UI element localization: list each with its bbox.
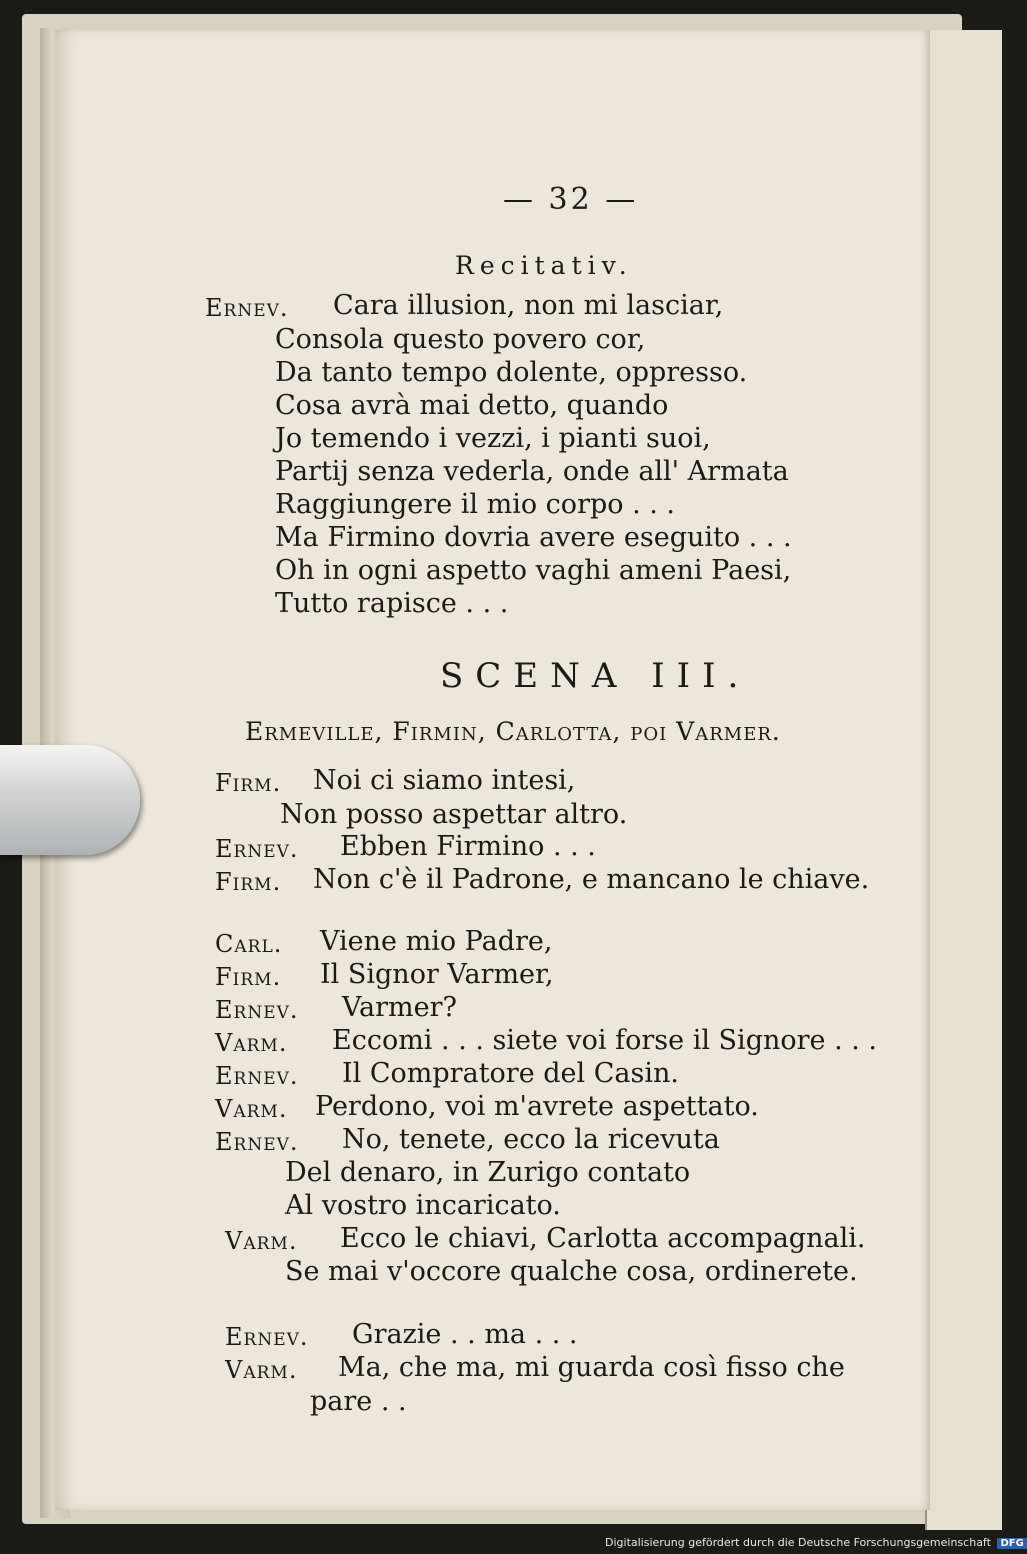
scene-title: SCENA III.	[440, 656, 751, 696]
facing-page	[925, 30, 1002, 1530]
verse-line: Oh in ogni aspetto vaghi ameni Paesi,	[275, 555, 792, 586]
verse-line: Cara illusion, non mi lasciar,	[333, 290, 724, 321]
scene-characters: Ermeville, Firmin, Carlotta, poi Varmer.	[245, 717, 781, 746]
speaker-label: Varm.	[225, 1356, 298, 1384]
speaker-label: Varm.	[215, 1029, 288, 1057]
verse-line: Partij senza vederla, onde all' Armata	[275, 456, 789, 487]
dialogue-line: Ecco le chiavi, Carlotta accompagnali.	[340, 1223, 866, 1254]
digitization-credit	[605, 1536, 1027, 1549]
verse-line: Tutto rapisce . . .	[275, 588, 509, 619]
speaker-label: Ernev.	[215, 835, 299, 863]
dialogue-line: Del denaro, in Zurigo contato	[285, 1157, 691, 1188]
dialogue-line: pare . .	[310, 1386, 407, 1417]
speaker-label: Ernev.	[215, 1062, 299, 1090]
dialogue-line: Il Compratore del Casin.	[342, 1058, 679, 1089]
dialogue-line: Al vostro incaricato.	[285, 1190, 561, 1221]
speaker-label: Ernev.	[205, 294, 289, 322]
speaker-label: Ernev.	[215, 996, 299, 1024]
dialogue-line: Il Signor Varmer,	[320, 959, 554, 990]
speaker-label: Ernev.	[215, 1128, 299, 1156]
dialogue-line: Viene mio Padre,	[320, 926, 553, 957]
dfg-logo: DFG	[997, 1538, 1026, 1549]
dialogue-line: Eccomi . . . siete voi forse il Signore . . .	[332, 1025, 877, 1056]
dialogue-line: Ebben Firmino . . .	[340, 831, 596, 862]
page-clip	[0, 745, 140, 855]
verse-line: Jo temendo i vezzi, i pianti suoi,	[275, 423, 711, 454]
dialogue-line: Non c'è il Padrone, e mancano le chiave.	[313, 864, 870, 895]
dialogue-line: Varmer?	[342, 992, 457, 1023]
section-heading: Recitativ.	[455, 251, 633, 280]
dialogue-line: Se mai v'occore qualche cosa, ordinerete.	[285, 1256, 858, 1287]
dialogue-line: No, tenete, ecco la ricevuta	[342, 1124, 720, 1155]
verse-line: Da tanto tempo dolente, oppresso.	[275, 357, 748, 388]
speaker-label: Varm.	[225, 1227, 298, 1255]
book-page	[55, 30, 930, 1510]
dialogue-line: Non posso aspettar altro.	[280, 799, 628, 830]
verse-line: Cosa avrà mai detto, quando	[275, 390, 669, 421]
speaker-label: Ernev.	[225, 1323, 309, 1351]
dialogue-line: Noi ci siamo intesi,	[313, 765, 576, 796]
speaker-label: Carl.	[215, 930, 283, 958]
speaker-label: Firm.	[215, 769, 282, 797]
dialogue-line: Grazie . . ma . . .	[352, 1319, 578, 1350]
credit-text: Digitalisierung gefördert durch die Deutsche Forschungsgemeinschaft	[605, 1536, 991, 1549]
page-number: — 32 —	[503, 182, 639, 217]
dialogue-line: Perdono, voi m'avrete aspettato.	[315, 1091, 759, 1122]
verse-line: Consola questo povero cor,	[275, 324, 646, 355]
speaker-label: Firm.	[215, 868, 282, 896]
speaker-label: Varm.	[215, 1095, 288, 1123]
verse-line: Raggiungere il mio corpo . . .	[275, 489, 676, 520]
speaker-label: Firm.	[215, 963, 282, 991]
dialogue-line: Ma, che ma, mi guarda così fisso che	[338, 1352, 845, 1383]
verse-line: Ma Firmino dovria avere eseguito . . .	[275, 522, 792, 553]
